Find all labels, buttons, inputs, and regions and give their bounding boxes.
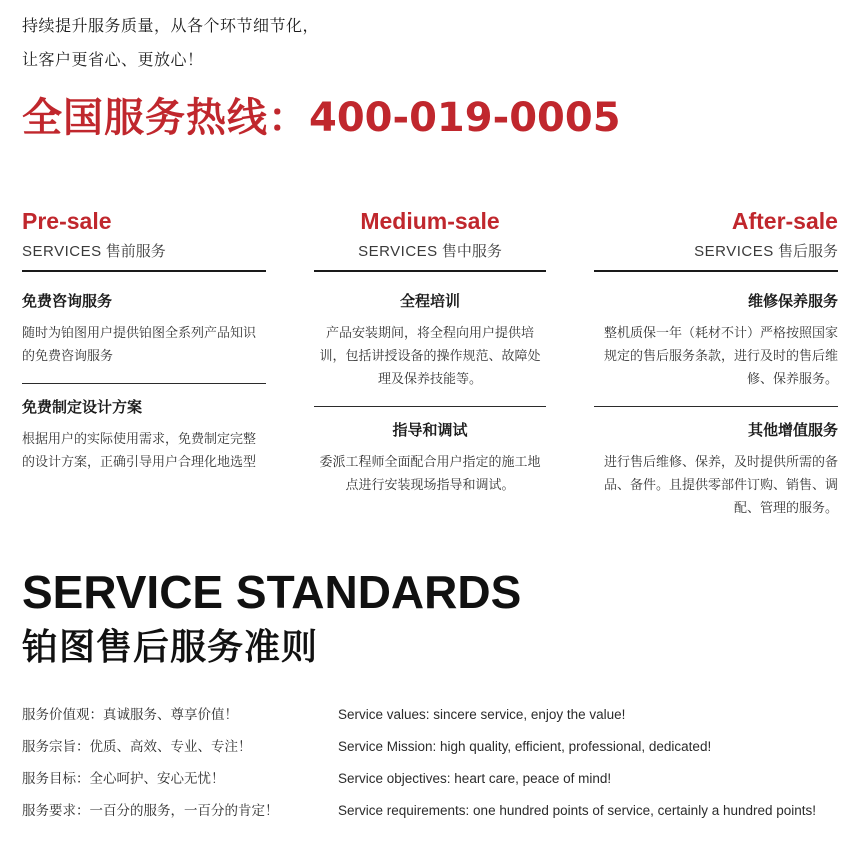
column-rule bbox=[22, 270, 266, 272]
service-block-heading: 指导和调试 bbox=[392, 422, 468, 439]
table-row bbox=[22, 795, 838, 827]
service-block-text: 产品安装期间，将全程向用户提供培训，包括讲授设备的操作规范、故障处理及保养技能等。 bbox=[319, 325, 541, 386]
service-block-text: 进行售后维修、保养，及时提供所需的备品、备件。且提供零部件订购、销售、调配、管理的服务。 bbox=[603, 454, 838, 515]
table-row bbox=[22, 731, 838, 763]
column-title: Pre-sale bbox=[22, 208, 112, 234]
header-line-2: 让客户更省心、更放心！ bbox=[22, 52, 204, 69]
service-block bbox=[314, 290, 546, 390]
service-block-heading: 维修保养服务 bbox=[747, 293, 838, 310]
standards-cn: 服务价值观：真诚服务、尊享价值！ bbox=[22, 707, 238, 722]
service-block bbox=[22, 290, 266, 367]
service-block-text: 委派工程师全面配合用户指定的施工地点进行安装现场指导和调试。 bbox=[319, 454, 541, 492]
standards-title-cn: 铂图售后服务准则 bbox=[22, 626, 319, 667]
service-column-after-sale bbox=[566, 206, 838, 519]
standards-cn: 服务宗旨：优质、高效、专业、专注！ bbox=[22, 739, 252, 754]
column-title: Medium-sale bbox=[360, 208, 500, 234]
service-block-heading: 免费咨询服务 bbox=[22, 293, 113, 310]
standards-en: Service requirements: one hundred points of service, certainly a hundred points! bbox=[338, 803, 817, 818]
standards-section bbox=[22, 565, 838, 827]
service-column-medium-sale bbox=[294, 206, 566, 519]
column-subtitle-cn: 售前服务 bbox=[105, 243, 166, 260]
standards-table bbox=[22, 699, 838, 827]
column-subtitle-cn: 售中服务 bbox=[441, 243, 502, 260]
standards-en: Service values: sincere service, enjoy the value! bbox=[338, 707, 626, 722]
column-subtitle-cn: 售后服务 bbox=[777, 243, 838, 260]
column-subtitle bbox=[22, 241, 266, 263]
block-divider bbox=[22, 383, 266, 384]
service-block-text: 根据用户的实际使用需求，免费制定完整的设计方案，正确引导用户合理化地选型 bbox=[22, 431, 257, 469]
header-line-1: 持续提升服务质量，从各个环节细节化， bbox=[22, 18, 320, 35]
service-block bbox=[314, 419, 546, 496]
column-subtitle-en: SERVICES bbox=[358, 243, 438, 260]
service-block-text: 整机质保一年（耗材不计）严格按照国家规定的售后服务条款，进行及时的售后维修、保养服务。 bbox=[603, 325, 838, 386]
service-block-heading: 全程培训 bbox=[399, 293, 460, 310]
service-block-heading: 免费制定设计方案 bbox=[22, 399, 143, 416]
column-subtitle-en: SERVICES bbox=[22, 243, 102, 260]
hotline-number: 400-019-0005 bbox=[309, 95, 621, 141]
service-block-heading: 其他增值服务 bbox=[747, 422, 838, 439]
standards-en: Service objectives: heart care, peace of mind! bbox=[338, 771, 612, 786]
service-block bbox=[22, 396, 266, 473]
column-rule bbox=[314, 270, 546, 272]
hotline bbox=[22, 92, 838, 144]
hotline-label: 全国服务热线： bbox=[22, 96, 309, 140]
service-column-pre-sale bbox=[22, 206, 294, 519]
standards-title-en: SERVICE STANDARDS bbox=[22, 566, 522, 618]
table-row bbox=[22, 699, 838, 731]
column-title: After-sale bbox=[731, 208, 838, 234]
standards-cn: 服务要求：一百分的服务，一百分的肯定！ bbox=[22, 803, 279, 818]
header bbox=[22, 0, 838, 144]
column-subtitle bbox=[594, 241, 838, 263]
column-rule bbox=[594, 270, 838, 272]
column-subtitle bbox=[314, 241, 546, 263]
block-divider bbox=[314, 406, 546, 407]
service-block bbox=[594, 419, 838, 519]
table-row bbox=[22, 763, 838, 795]
standards-en: Service Mission: high quality, efficient, professional, dedicated! bbox=[338, 739, 712, 754]
service-block-text: 随时为铂图用户提供铂图全系列产品知识的免费咨询服务 bbox=[22, 325, 257, 363]
block-divider bbox=[594, 406, 838, 407]
service-block bbox=[594, 290, 838, 390]
standards-cn: 服务目标：全心呵护、安心无忧！ bbox=[22, 771, 225, 786]
column-subtitle-en: SERVICES bbox=[694, 243, 774, 260]
services-section bbox=[22, 206, 838, 519]
